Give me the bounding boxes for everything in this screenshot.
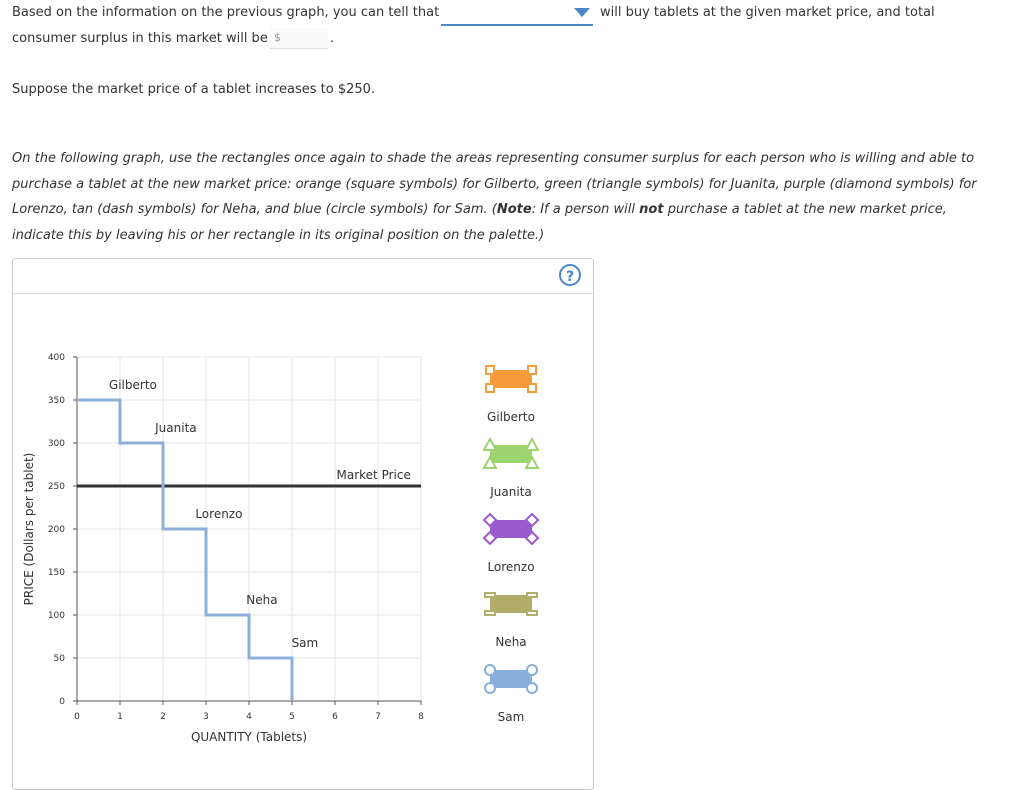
- x-tick-label: 8: [418, 712, 424, 722]
- question-prefix: Based on the information on the previous graph, you can tell that: [12, 5, 440, 20]
- consumer-surplus-input[interactable]: [270, 28, 328, 49]
- triangle-symbol: [484, 439, 496, 450]
- x-tick-label: 7: [375, 712, 381, 722]
- help-icon[interactable]: ?: [559, 264, 581, 286]
- y-axis-label: PRICE (Dollars per tablet): [22, 452, 36, 606]
- square-symbol: [486, 366, 494, 374]
- instructions-text: On the following graph, use the rectangles once again to shade the areas representing consumer surplus for each person who is willing and able to purchase a tablet at the new market price: orange (square symbols) for Gilberto, green (triangle symbols) for Juanita, purple (diamond symbols) for Lorenzo, tan (dash symbols) for Neha, and blue (circle symbols) for Sam. (Note: If a person will not purchase a tablet at the new market price, indicate this by leaving his or her rectangle in its original position on the palette.): [12, 151, 977, 243]
- x-tick-label: 0: [74, 712, 80, 722]
- graph-panel: [12, 258, 594, 790]
- square-symbol: [528, 366, 536, 374]
- palette-label-neha: Neha: [495, 635, 527, 649]
- demand-curve: [77, 400, 292, 701]
- buyers-dropdown[interactable]: [441, 4, 593, 26]
- y-tick-label: 50: [53, 654, 65, 664]
- palette-rect-gilberto[interactable]: [490, 370, 532, 388]
- price-change-text: Suppose the market price of a tablet increases to $250.: [12, 82, 376, 97]
- y-tick-label: 300: [47, 439, 65, 449]
- x-tick-label: 1: [117, 712, 123, 722]
- demand-step-label: Sam: [291, 636, 319, 650]
- consumer-surplus-graph[interactable]: [13, 259, 593, 789]
- market-price-label: Market Price: [336, 468, 411, 482]
- x-tick-label: 3: [203, 712, 209, 722]
- chevron-down-icon: [574, 8, 590, 17]
- dash-symbol: [485, 611, 495, 615]
- x-axis-label: QUANTITY (Tablets): [190, 730, 308, 744]
- demand-step-label: Gilberto: [108, 378, 157, 392]
- square-symbol: [486, 384, 494, 392]
- y-tick-label: 0: [59, 697, 65, 707]
- circle-symbol: [527, 683, 537, 693]
- triangle-symbol: [526, 439, 538, 450]
- demand-step-label: Juanita: [155, 421, 197, 435]
- palette-rect-lorenzo[interactable]: [490, 520, 532, 538]
- y-tick-label: 200: [47, 525, 65, 535]
- x-tick-label: 4: [246, 712, 252, 722]
- currency-symbol: $: [274, 31, 281, 44]
- palette-rect-sam[interactable]: [490, 670, 532, 688]
- demand-step-label: Neha: [246, 593, 278, 607]
- note-label: Note: [496, 202, 532, 217]
- y-tick-label: 100: [47, 611, 65, 621]
- x-tick-label: 5: [289, 712, 295, 722]
- square-symbol: [528, 384, 536, 392]
- question-suffix: will buy tablets at the given market price, and total: [600, 5, 935, 20]
- not-word: not: [639, 202, 664, 217]
- y-tick-label: 250: [47, 482, 65, 492]
- demand-step-label: Lorenzo: [195, 507, 243, 521]
- dash-symbol: [527, 593, 537, 597]
- dash-symbol: [485, 593, 495, 597]
- palette-rect-juanita[interactable]: [490, 445, 532, 463]
- consumer-surplus-prefix: consumer surplus in this market will be: [12, 31, 268, 46]
- y-tick-label: 150: [47, 568, 65, 578]
- x-tick-label: 2: [160, 712, 166, 722]
- palette-label-sam: Sam: [497, 710, 525, 724]
- circle-symbol: [485, 665, 495, 675]
- sentence-period: .: [330, 31, 335, 46]
- x-tick-label: 6: [332, 712, 338, 722]
- dash-symbol: [527, 611, 537, 615]
- circle-symbol: [527, 665, 537, 675]
- palette-label-juanita: Juanita: [490, 485, 532, 499]
- question-line-2: [12, 31, 268, 46]
- palette-label-gilberto: Gilberto: [487, 410, 535, 424]
- y-tick-label: 350: [47, 396, 65, 406]
- y-tick-label: 400: [47, 353, 65, 363]
- palette-label-lorenzo: Lorenzo: [487, 560, 535, 574]
- question-line-1: [12, 5, 439, 20]
- palette-rect-neha[interactable]: [490, 595, 532, 613]
- circle-symbol: [485, 683, 495, 693]
